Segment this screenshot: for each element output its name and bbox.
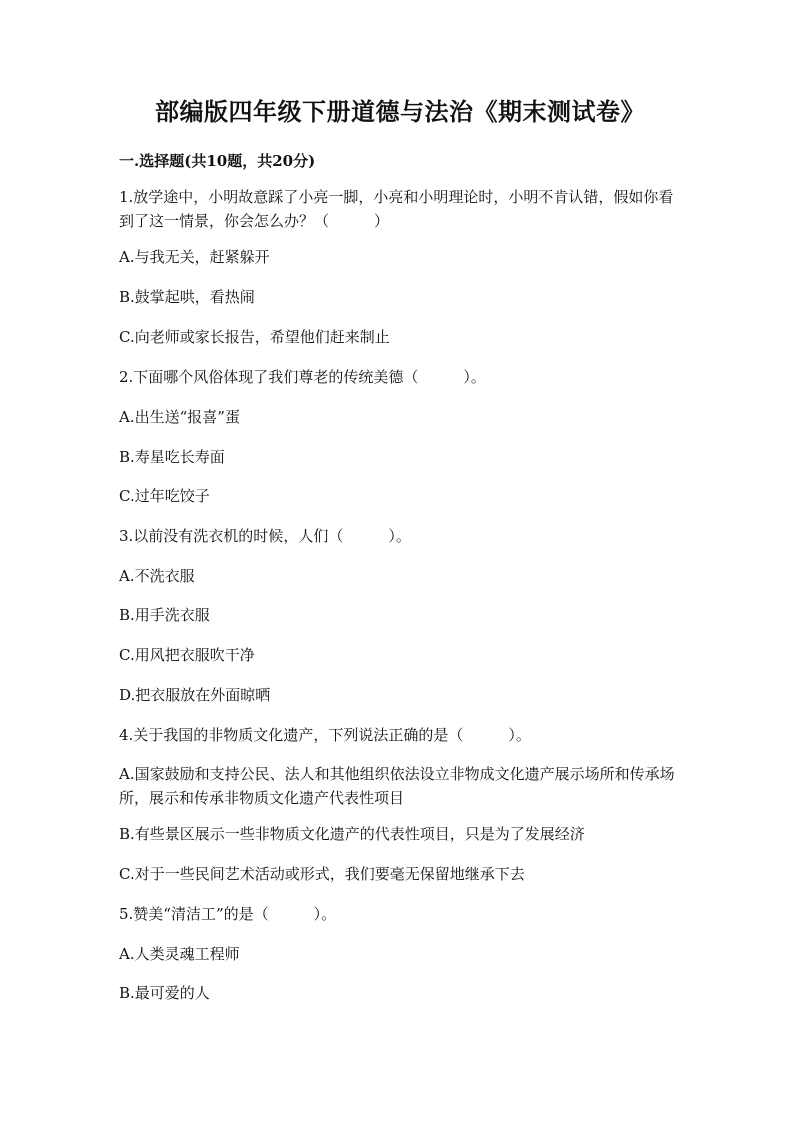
question-option: B.有些景区展示一些非物质文化遗产的代表性项目，只是为了发展经济	[119, 825, 585, 843]
question-option: D.把衣服放在外面晾晒	[119, 686, 271, 704]
question-stem: 2.下面哪个风俗体现了我们尊老的传统美德（ ）。	[119, 368, 486, 386]
question-option: C.向老师或家长报告，希望他们赶来制止	[119, 328, 390, 346]
question-option: B.寿星吃长寿面	[119, 448, 225, 466]
section-heading: 一.选择题(共10题，共20分)	[119, 152, 316, 170]
question-option: A.出生送“报喜”蛋	[119, 408, 240, 426]
question-option: A.与我无关，赶紧躲开	[119, 248, 270, 266]
question-stem: 5.赞美“清洁工”的是（ ）。	[119, 905, 337, 923]
question-option: B.最可爱的人	[119, 984, 210, 1002]
question-option: A.国家鼓励和支持公民、法人和其他组织依法设立非物成文化遗产展示场所和传承场所，展示和传承非物质文化遗产代表性项目	[119, 765, 675, 807]
page-title: 部编版四年级下册道德与法治《期末测试卷》	[155, 97, 645, 126]
question-stem: 1.放学途中，小明故意踩了小亮一脚，小亮和小明理论时，小明不肯认错，假如你看到了这一情景，你会怎么办？（ ）	[119, 188, 674, 230]
question-option: B.鼓掌起哄，看热闹	[119, 288, 255, 306]
question-option: C.用风把衣服吹干净	[119, 646, 255, 664]
question-stem: 3.以前没有洗衣机的时候，人们（ ）。	[119, 527, 411, 545]
question-option: C.对于一些民间艺术活动或形式，我们要毫无保留地继承下去	[119, 865, 525, 883]
question-option: A.不洗衣服	[119, 567, 195, 585]
question-option: C.过年吃饺子	[119, 487, 210, 505]
question-option: B.用手洗衣服	[119, 606, 210, 624]
question-option: A.人类灵魂工程师	[119, 945, 240, 963]
question-stem: 4.关于我国的非物质文化遗产，下列说法正确的是（ ）。	[119, 726, 531, 744]
